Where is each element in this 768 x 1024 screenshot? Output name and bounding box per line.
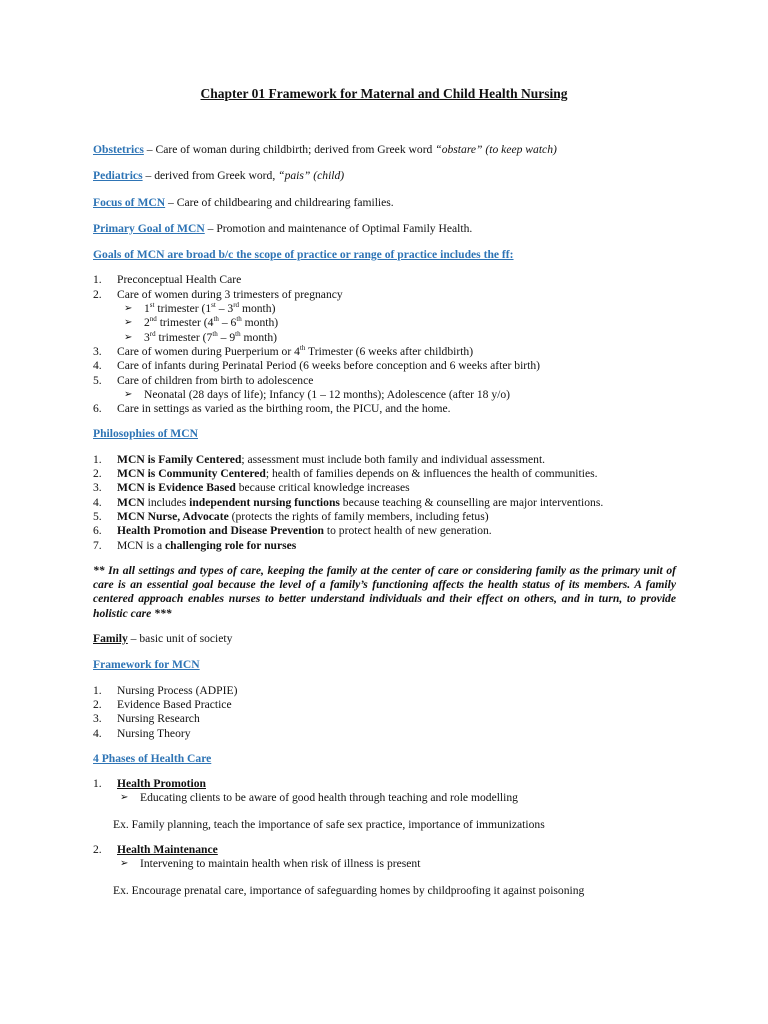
- sub-text: Educating clients to be aware of good health through teaching and role modelling: [140, 791, 518, 805]
- list-text: Care of women during 3 trimesters of pregnancy: [117, 287, 343, 301]
- list-number: 5.: [93, 509, 102, 523]
- sub-item: [117, 331, 676, 345]
- list-text: includes: [144, 495, 190, 509]
- list-number: 2.: [93, 697, 102, 711]
- sub-item: [113, 791, 676, 805]
- list-text: Preconceptual Health Care: [117, 273, 242, 287]
- list-item: [93, 539, 676, 553]
- framework-list: [93, 684, 676, 741]
- phases-heading: 4 Phases of Health Care: [93, 751, 212, 765]
- definition-term: Obstetrics: [93, 143, 144, 156]
- list-text: to protect health of new generation.: [323, 524, 492, 538]
- definition-term: Focus of MCN: [93, 195, 166, 209]
- list-text: Nursing Theory: [117, 726, 191, 740]
- list-item: [93, 524, 676, 538]
- list-number: 1.: [93, 777, 102, 791]
- list-number: 3.: [93, 344, 102, 358]
- list-number: 3.: [93, 481, 102, 495]
- definition-italic: “pais” (child): [278, 169, 345, 183]
- arrow-bullet-icon: ➢: [120, 792, 129, 804]
- list-text: ; health of families depends on & influences the health of communities.: [265, 467, 598, 481]
- list-item: [93, 698, 676, 712]
- philosophies-list: [93, 453, 676, 553]
- list-text: Evidence Based Practice: [117, 697, 232, 711]
- list-bold: MCN is Community Centered: [117, 467, 266, 481]
- list-item: [93, 288, 676, 345]
- list-number: 1.: [93, 683, 102, 697]
- list-number: 3.: [93, 712, 102, 726]
- list-item: [93, 684, 676, 698]
- list-number: 2.: [93, 842, 102, 856]
- list-number: 2.: [93, 287, 102, 301]
- phase-sub-list: [113, 791, 676, 805]
- list-number: 6.: [93, 402, 102, 416]
- list-item: [93, 481, 676, 495]
- list-number: 1.: [93, 452, 102, 466]
- list-text: Nursing Research: [117, 712, 200, 726]
- list-number: 6.: [93, 524, 102, 538]
- list-text: MCN is a: [117, 538, 165, 552]
- definition-text: – derived from Greek word,: [142, 169, 279, 183]
- list-number: 7.: [93, 538, 102, 552]
- list-text: Care in settings as varied as the birthing room, the PICU, and the home.: [117, 402, 451, 416]
- list-item: [93, 496, 676, 510]
- definition-italic: “obstare” (to keep watch): [435, 143, 557, 156]
- phase-title: Health Maintenance: [117, 842, 218, 856]
- arrow-bullet-icon: ➢: [120, 858, 129, 870]
- sub-item: [117, 316, 676, 330]
- sub-text: Intervening to maintain health when risk of illness is present: [140, 857, 421, 871]
- list-item: [93, 374, 676, 403]
- list-text-2: because teaching & counselling are major interventions.: [339, 495, 604, 509]
- list-bold-2: challenging role for nurses: [165, 538, 297, 552]
- phases-list-2: [93, 843, 676, 857]
- goals-heading: Goals of MCN are broad b/c the scope of practice or range of practice includes the ff:: [93, 248, 514, 262]
- philosophies-heading: Philosophies of MCN: [93, 427, 198, 441]
- arrow-bullet-icon: ➢: [124, 331, 133, 343]
- list-item: [93, 402, 676, 416]
- list-bold: MCN Nurse, Advocate: [117, 509, 229, 523]
- definition-pediatrics: [93, 169, 676, 183]
- list-item: [93, 273, 676, 287]
- list-number: 4.: [93, 726, 102, 740]
- goals-list: [93, 273, 676, 416]
- list-text: because critical knowledge increases: [235, 481, 410, 495]
- sub-item: [117, 302, 676, 316]
- arrow-bullet-icon: ➢: [124, 303, 133, 315]
- definition-primary-goal: [93, 222, 676, 236]
- age-range-list: [117, 388, 676, 402]
- document-body: [93, 143, 676, 909]
- list-bold-2: independent nursing functions: [189, 495, 340, 509]
- sub-text: 2nd trimester (4th – 6th month): [144, 315, 279, 330]
- definition-focus: [93, 196, 676, 210]
- list-text: Nursing Process (ADPIE): [117, 683, 238, 697]
- list-number: 2.: [93, 467, 102, 481]
- list-item: [93, 727, 676, 741]
- definition-text: – Care of woman during childbirth; derived from Greek word: [143, 143, 436, 156]
- definition-text: – Care of childbearing and childrearing families.: [165, 195, 394, 209]
- phase-example: Ex. Family planning, teach the importance of safe sex practice, importance of immunizations: [113, 817, 545, 831]
- sub-text: Neonatal (28 days of life); Infancy (1 – 12 months); Adolescence (after 18 y/o): [144, 387, 511, 401]
- sub-text: 1st trimester (1st – 3rd month): [144, 301, 276, 316]
- list-number: 4.: [93, 495, 102, 509]
- definition-term: Pediatrics: [93, 169, 143, 183]
- list-number: 1.: [93, 273, 102, 287]
- list-item: [93, 359, 676, 373]
- sub-text: 3rd trimester (7th – 9th month): [144, 329, 277, 344]
- trimester-list: [117, 302, 676, 345]
- list-item: [93, 453, 676, 467]
- definition-term: Primary Goal of MCN: [93, 221, 205, 235]
- phase-title: Health Promotion: [117, 777, 206, 791]
- list-text: ; assessment must include both family and individual assessment.: [241, 452, 546, 466]
- list-text: Care of infants during Perinatal Period (6 weeks before conception and 6 weeks after birth): [117, 359, 541, 373]
- list-number: 5.: [93, 373, 102, 387]
- list-item: [93, 467, 676, 481]
- list-text: Care of children from birth to adolescence: [117, 373, 314, 387]
- list-bold: MCN: [117, 495, 145, 509]
- list-number: 4.: [93, 359, 102, 373]
- arrow-bullet-icon: ➢: [124, 317, 133, 329]
- page-title: Chapter 01 Framework for Maternal and Child Health Nursing: [200, 86, 568, 101]
- list-item: [93, 712, 676, 726]
- sub-item: [117, 388, 676, 402]
- list-bold: MCN is Family Centered: [117, 452, 242, 466]
- framework-heading: Framework for MCN: [93, 658, 200, 672]
- phase-item: [93, 777, 676, 791]
- phase-sub-list: [113, 857, 676, 871]
- family-centered-note: ** In all settings and types of care, keeping the family at the center of care or considering family as the primary unit of care is an essential goal because the level of a family’s functioning affects the health status of its members. A family centered approach enables nurses to better understand individuals and their effect on others, and in turn, to provide holistic care ***: [93, 563, 676, 620]
- phase-item: [93, 843, 676, 857]
- definition-term: Family: [93, 632, 128, 646]
- list-text: Care of women during Puerperium or 4th Trimester (6 weeks after childbirth): [117, 344, 474, 358]
- definition-text: – basic unit of society: [127, 632, 233, 646]
- phase-example: Ex. Encourage prenatal care, importance of safeguarding homes by childproofing it against poisoning: [113, 883, 585, 897]
- sub-item: [113, 857, 676, 871]
- list-item: [93, 510, 676, 524]
- list-text: (protects the rights of family members, including fetus): [228, 509, 489, 523]
- list-bold: MCN is Evidence Based: [117, 481, 236, 495]
- list-item: [93, 345, 676, 359]
- phases-list: [93, 777, 676, 791]
- arrow-bullet-icon: ➢: [124, 388, 133, 400]
- definition-obstetrics: [93, 143, 676, 157]
- list-bold: Health Promotion and Disease Prevention: [117, 524, 324, 538]
- definition-text: – Promotion and maintenance of Optimal Family Health.: [204, 221, 473, 235]
- definition-family: [93, 632, 676, 646]
